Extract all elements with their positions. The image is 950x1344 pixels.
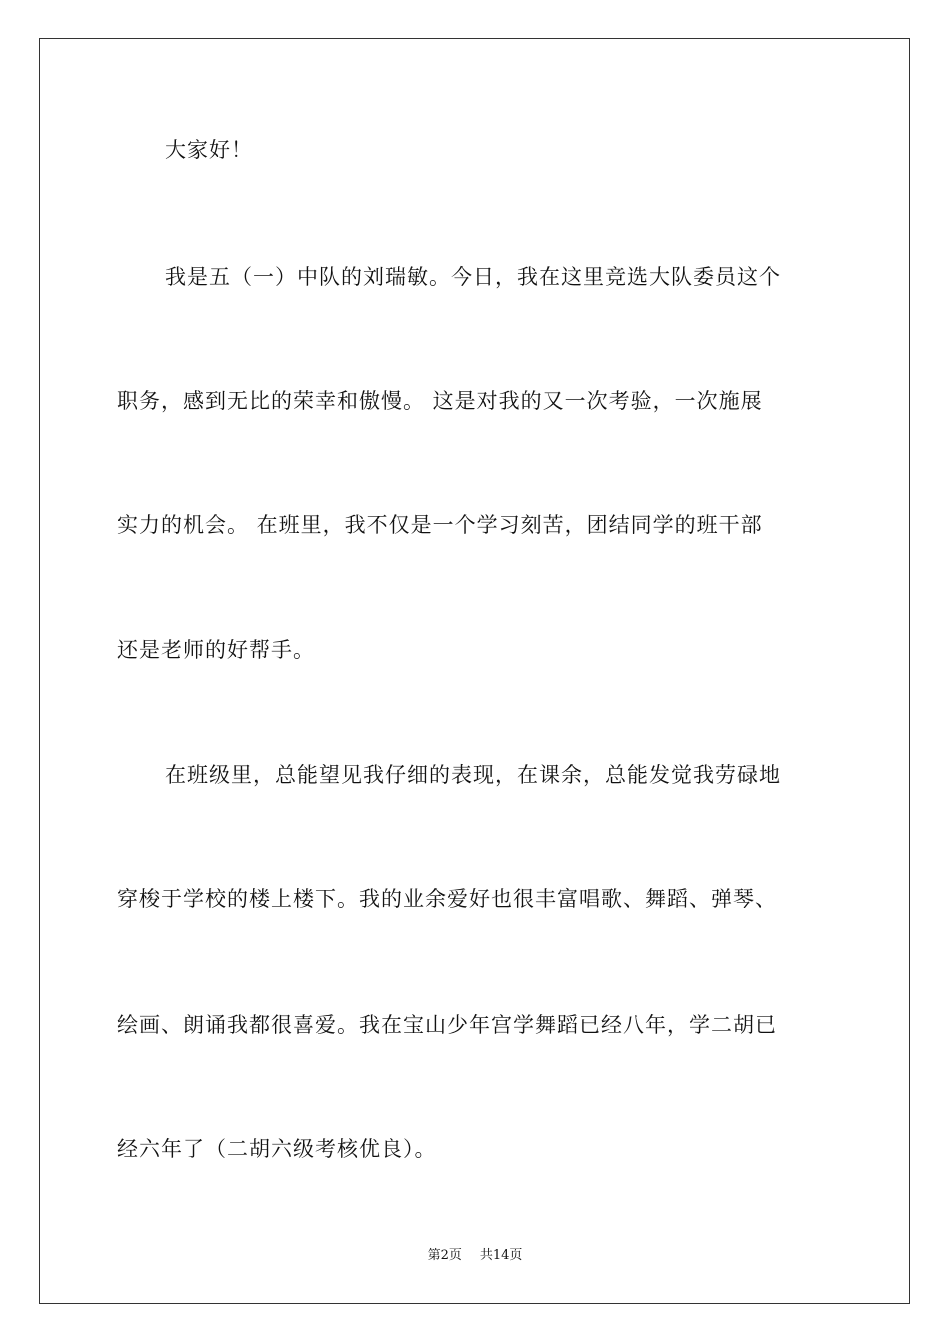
total-pages: 共14页 (479, 1248, 523, 1263)
paragraph-line: 职务，感到无比的荣幸和傲慢。 这是对我的又一次考验，一次施展 (117, 389, 763, 413)
paragraph-line: 我是五（一）中队的刘瑞敏。今日，我在这里竞选大队委员这个 (165, 265, 781, 289)
paragraph-line: 经六年了（二胡六级考核优良）。 (117, 1137, 437, 1161)
page-frame (39, 38, 910, 1304)
paragraph-line: 还是老师的好帮手。 (117, 638, 315, 662)
paragraph-line: 在班级里，总能望见我仔细的表现，在课余，总能发觉我劳碌地 (165, 763, 781, 787)
paragraph-line: 穿梭于学校的楼上楼下。我的业余爱好也很丰富唱歌、舞蹈、弹琴、 (117, 887, 777, 911)
paragraph-line: 大家好！ (165, 138, 253, 162)
paragraph-line: 绘画、朗诵我都很喜爱。我在宝山少年宫学舞蹈已经八年，学二胡已 (117, 1013, 777, 1037)
page-footer (0, 1248, 950, 1264)
page-number: 第2页 (427, 1248, 462, 1263)
paragraph-line: 实力的机会。 在班里，我不仅是一个学习刻苦，团结同学的班干部 (117, 513, 763, 537)
